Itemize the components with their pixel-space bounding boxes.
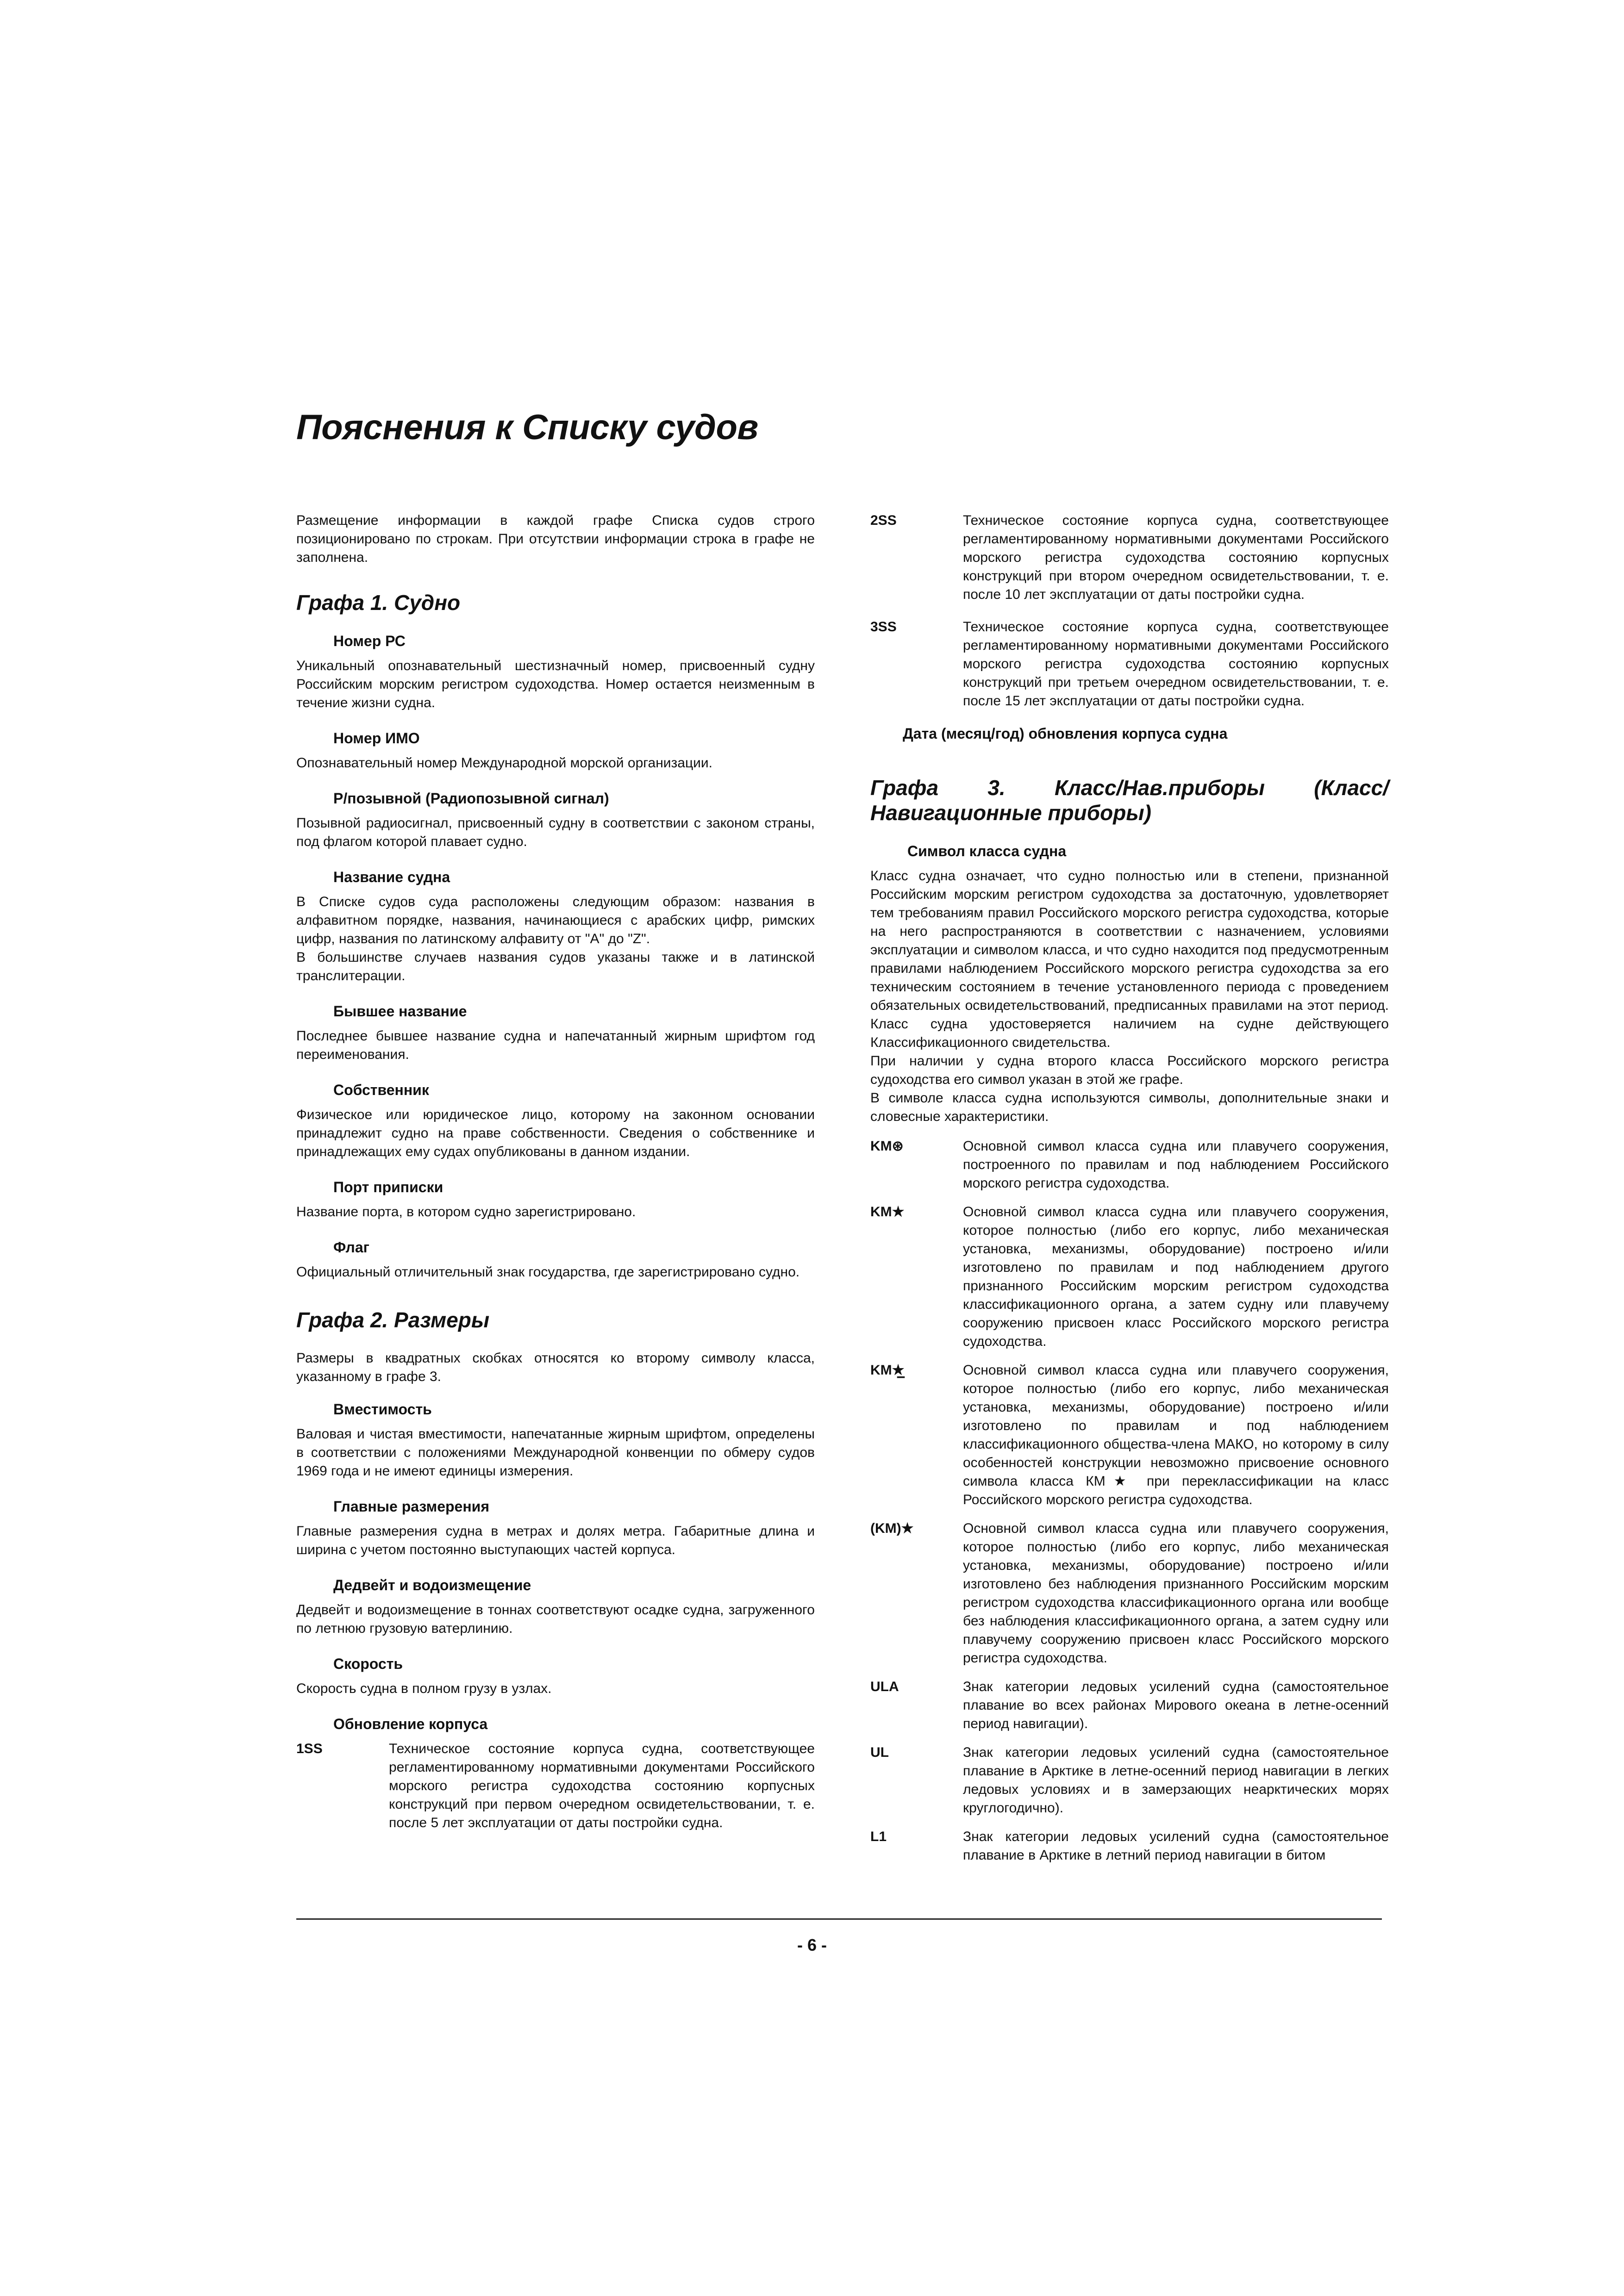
field-block [296, 1002, 815, 1064]
section-intro: Размеры в квадратных скобках относятся ко второму символу класса, указанному в графе 3. [296, 1350, 815, 1384]
field-text: Валовая и чистая вместимости, напечатанные жирным шрифтом, определены в соответствии с положениями Международной конвенции по обмеру судов 1969 года и не имеют единицы измерения. [296, 1426, 815, 1479]
field-label: Дедвейт и водоизмещение [333, 1577, 531, 1593]
field-block [296, 868, 815, 985]
definition-term: 1SS [296, 1741, 323, 1756]
definition-row [296, 1740, 815, 1832]
field-block [296, 1238, 815, 1282]
footer-divider [296, 1918, 1382, 1920]
field-label: Порт приписки [333, 1179, 443, 1195]
field-text: В символе класса судна используются символы, дополнительные знаки и словесные характеристики. [870, 1090, 1389, 1124]
field-block [296, 729, 815, 772]
definition-row [870, 1361, 1389, 1509]
field-text: Скорость судна в полном грузу в узлах. [296, 1681, 552, 1696]
field-label: Номер РС [333, 633, 406, 649]
definition-term: KM⊛ [870, 1139, 904, 1154]
definition-text: Основной символ класса судна или плавучего сооружения, построенного по правилам и под наблюдением Российского морского регистра судоходства. [963, 1139, 1389, 1191]
field-text: Название порта, в котором судно зарегистрировано. [296, 1204, 636, 1220]
field-block [296, 1081, 815, 1161]
field-text: Главные размерения судна в метрах и долях метра. Габаритные длина и ширина с учетом постоянно выступающих частей корпуса. [296, 1524, 815, 1557]
field-text: В Списке судов суда расположены следующим образом: названия в алфавитном порядке, названия, начинающиеся с арабских цифр, римских цифр, названия по латинскому алфавиту от "A" до "Z". [296, 894, 815, 946]
definition-term: KM★̲ [870, 1363, 905, 1378]
definition-row [870, 618, 1389, 710]
definition-text: Техническое состояние корпуса судна, соответствующее регламентированному нормативными документами Российского морского регистра судоходства состоянию корпусных конструкций при первом очередном освидетельствовании, т. е. после 5 лет эксплуатации от даты постройки судна. [389, 1741, 815, 1830]
field-text: Класс судна означает, что судно полностью или в степени, признанной Российским морским регистром судоходства за достаточную, удовлетворяет тем требованиям правил Российского морского регистра судоходства, которые на него распространяются в соответствии с назначением, условиями эксплуатации и символом класса, и что судно находится под предусмотренным правилами наблюдением Российского морского регистра судоходства за его техническим состоянием в течение установленного периода с проведением обязательных освидетельствований, предписанных правилами на этот период. Класс судна удостоверяется наличием на судне действующего Классификационного свидетельства. [870, 868, 1389, 1050]
field-label: Главные размерения [333, 1498, 490, 1515]
field-label: Вместимость [333, 1401, 432, 1418]
right-column [870, 511, 1389, 1865]
field-text: Уникальный опознавательный шестизначный номер, присвоенный судну Российским морским регистром судоходства. Номер остается неизменным в течение жизни судна. [296, 658, 815, 710]
field-label: Дата (месяц/год) обновления корпуса судна [903, 725, 1228, 742]
definition-term: KM★ [870, 1204, 905, 1220]
field-text: В большинстве случаев названия судов указаны также и в латинской транслитерации. [296, 950, 815, 983]
definition-text: Основной символ класса судна или плавучего сооружения, которое полностью (либо его корпус, либо механическая установка, механизмы, оборудование) построено и/или изготовлено без наблюдения признанного Российским морским регистром судоходства классификационного органа или вообще без наблюдения классификационного органа, а затем судну или плавучему сооружению присвоен класс Российского морского регистра судоходства. [963, 1521, 1389, 1666]
field-label: Символ класса судна [907, 843, 1067, 859]
field-block [296, 1497, 815, 1559]
page-title: Пояснения к Списку судов [296, 408, 758, 447]
definition-row [870, 1519, 1389, 1668]
definition-text: Техническое состояние корпуса судна, соответствующее регламентированному нормативными документами Российского морского регистра судоходства состоянию корпусных конструкций при втором очередном освидетельствовании, т. е. после 10 лет эксплуатации от даты постройки судна. [963, 513, 1389, 602]
definition-term: L1 [870, 1829, 887, 1844]
definition-row [870, 1678, 1389, 1733]
section-heading-3: Графа 3. Класс/Нав.приборы (Класс/Навигационные приборы) [870, 776, 1389, 825]
definition-term: 3SS [870, 619, 897, 635]
field-label: Р/позывной (Радиопозывной сигнал) [333, 790, 609, 807]
field-block [296, 789, 815, 851]
left-column [296, 511, 815, 1846]
field-block [296, 1576, 815, 1638]
field-label: Обновление корпуса [333, 1716, 488, 1732]
definition-text: Основной символ класса судна или плавучего сооружения, которое полностью (либо его корпус, либо механическая установка, механизмы, оборудование) построено и/или изготовлено по правилам и под наблюдением классификационного общества-члена МАКО, но которому в силу особенностей конструкции невозможно присвоение основного символа класса КМ★ при переклассификации на класс Российского морского регистра судоходства. [963, 1363, 1389, 1507]
field-label: Номер ИМО [333, 730, 420, 747]
definition-text: Техническое состояние корпуса судна, соответствующее регламентированному нормативными документами Российского морского регистра судоходства состоянию корпусных конструкций при третьем очередном освидетельствовании, т. е. после 15 лет эксплуатации от даты постройки судна. [963, 619, 1389, 709]
section-heading-2: Графа 2. Размеры [296, 1308, 490, 1332]
section-heading-1: Графа 1. Судно [296, 591, 461, 615]
field-label: Название судна [333, 869, 450, 885]
definition-term: 2SS [870, 513, 897, 528]
definition-term: ULA [870, 1679, 899, 1694]
definition-row [870, 511, 1389, 604]
field-block [296, 1400, 815, 1481]
definition-text: Знак категории ледовых усилений судна (самостоятельное плавание во всех районах Мирового океана в летне-осенний период навигации). [963, 1679, 1389, 1731]
field-label: Скорость [333, 1655, 403, 1672]
field-label: Флаг [333, 1239, 369, 1256]
field-block [296, 1655, 815, 1698]
field-block [296, 1178, 815, 1221]
definition-row [870, 1828, 1389, 1865]
field-text: Физическое или юридическое лицо, которому на законном основании принадлежит судно на праве собственности. Сведения о собственнике и принадлежащих ему судах опубликованы в данном издании. [296, 1107, 815, 1159]
definition-term: UL [870, 1745, 889, 1760]
definition-term: (KM)★ [870, 1521, 914, 1536]
field-text: Дедвейт и водоизмещение в тоннах соответствуют осадке судна, загруженного по летнюю грузовую ватерлинию. [296, 1602, 815, 1636]
field-block [296, 632, 815, 712]
definition-row [870, 1743, 1389, 1817]
definition-text: Знак категории ледовых усилений судна (самостоятельное плавание в Арктике в летне-осенний период навигации в легких ледовых условиях и в замерзающих неарктических морях круглогодично). [963, 1745, 1389, 1816]
definition-row [870, 1203, 1389, 1351]
definition-text: Основной символ класса судна или плавучего сооружения, которое полностью (либо его корпус, либо механическая установка, механизмы, оборудование) построено и/или изготовлено по правилам и под наблюдением другого признанного Российским морским регистром судоходства классификационного органа, а затем судну или плавучему сооружению присвоен класс Российского морского регистра судоходства. [963, 1204, 1389, 1349]
field-text: Позывной радиосигнал, присвоенный судну в соответствии с законом страны, под флагом которой плавает судно. [296, 815, 815, 849]
field-text: При наличии у судна второго класса Российского морского регистра судоходства его символ указан в этой же графе. [870, 1053, 1389, 1087]
definition-row [870, 1137, 1389, 1193]
field-text: Официальный отличительный знак государства, где зарегистрировано судно. [296, 1264, 800, 1280]
field-text: Последнее бывшее название судна и напечатанный жирным шрифтом год переименования. [296, 1028, 815, 1062]
field-label: Бывшее название [333, 1003, 467, 1020]
intro-paragraph: Размещение информации в каждой графе Списка судов строго позиционировано по строкам. При отсутствии информации строка в графе не заполнена. [296, 513, 815, 565]
field-label: Собственник [333, 1082, 429, 1098]
page-number: - 6 - [797, 1935, 827, 1954]
definition-text: Знак категории ледовых усилений судна (самостоятельное плавание в Арктике в летний период навигации в битом [963, 1829, 1389, 1863]
field-text: Опознавательный номер Международной морской организации. [296, 755, 713, 771]
